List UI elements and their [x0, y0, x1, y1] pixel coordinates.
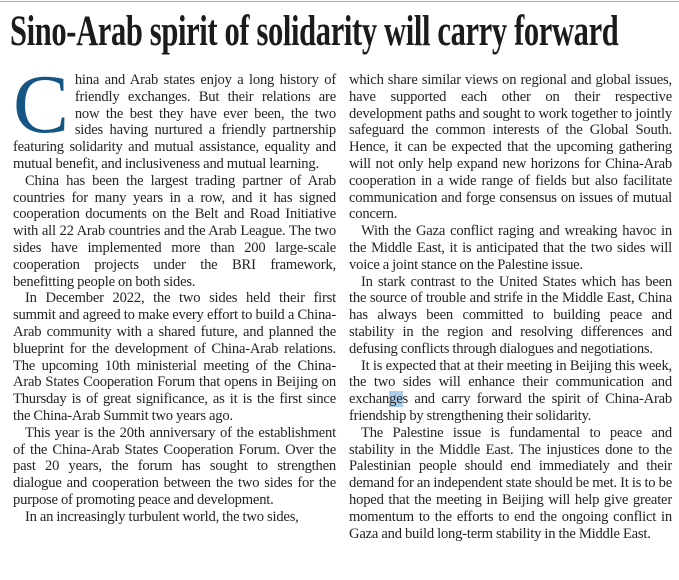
- paragraph: The Palestine issue is fundamental to peace and stability in the Middle East. The injustices done to the Palestinian people should end immediately and their demand for an independent state should be met. It is to be hoped that the meeting in Beijing will help give greater momentum to the efforts to end the ongoing conflict in Gaza and build long-term stability in the Middle East.: [349, 424, 672, 542]
- paragraph: China has been the largest trading partner of Arab countries for many years in a row, and it has signed cooperation documents on the Belt and Road Initiative with all 22 Arab countries and the Arab League. The two sides have implemented more than 200 large-scale cooperation projects under the BRI framework, benefitting people on both sides.: [13, 172, 336, 290]
- article-headline: Sino-Arab spirit of solidarity will carry forward: [10, 8, 619, 55]
- paragraph: China and Arab states enjoy a long history of friendly exchanges. But their relations are now the best they have ever been, the two sides having nurtured a friendly partnership featuring solidarity and mutual assistance, equality and mutual benefit, and inclusiveness and mutual learning.: [13, 72, 336, 172]
- text-selection-highlight: ge: [389, 391, 403, 408]
- paragraph: In an increasingly turbulent world, the two sides,: [25, 508, 299, 525]
- paragraph: In stark contrast to the United States which has been the source of trouble and strife in the Middle East, China has always been committed to building peace and stability in the region and resolving differences and defusing conflicts through dialogues and negotiations.: [349, 273, 672, 357]
- drop-cap: C: [13, 72, 69, 151]
- article-column-2: [349, 72, 672, 578]
- article-column-1: [13, 72, 336, 578]
- paragraph: which share similar views on regional and global issues, have supported each other on their respective development paths and sought to work together to jointly safeguard the common interests of the Global South. Hence, it can be expected that the upcoming gathering will not only help expand new horizons for China-Arab cooperation in a wide range of fields but also facilitate communication and forge consensus on issues of mutual concern.: [349, 72, 672, 223]
- article-body: [13, 72, 672, 578]
- paragraph: This year is the 20th anniversary of the establishment of the China-Arab States Cooperation Forum. Over the past 20 years, the forum has sought to strengthen dialogue and cooperation between the two sides for the purpose of promoting peace and development.: [13, 424, 336, 508]
- top-rule-divider: [0, 1, 679, 2]
- paragraph: It is expected that at their meeting in Beijing this week, the two sides will enhance their communication and exchanges and carry forward the spirit of China-Arab friendship by strengthening their solidarity.: [349, 357, 672, 424]
- paragraph: In December 2022, the two sides held their first summit and agreed to make every effort to build a China-Arab community with a shared future, and planned the blueprint for the development of China-Arab relations. The upcoming 10th ministerial meeting of the China-Arab States Cooperation Forum that opens in Beijing on Thursday is of great significance, as it is the first since the China-Arab Summit two years ago.: [13, 290, 336, 424]
- paragraph: With the Gaza conflict raging and wreaking havoc in the Middle East, it is anticipated that the two sides will voice a joint stance on the Palestine issue.: [349, 223, 672, 273]
